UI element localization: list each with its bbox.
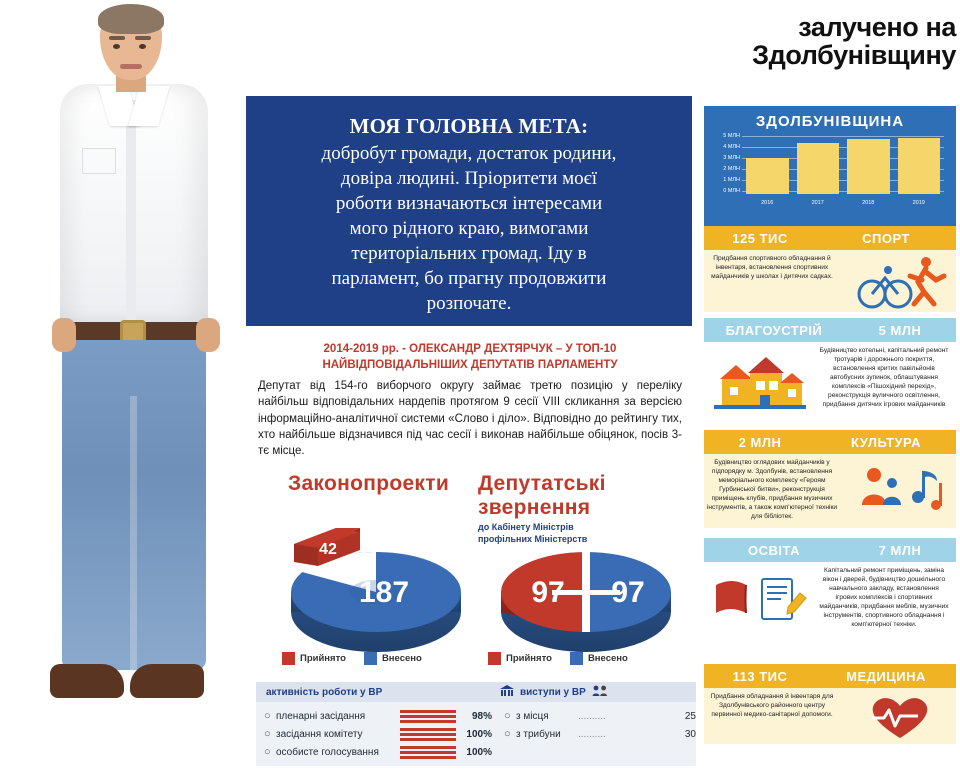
chart-bars xyxy=(746,138,940,194)
candidate-photo xyxy=(0,0,240,773)
speech-dots: .......... xyxy=(578,728,606,740)
activity-panel-body xyxy=(256,702,696,761)
block-education-header xyxy=(704,538,956,562)
chart-legends xyxy=(240,652,700,676)
bullet-icon: ○ xyxy=(264,746,271,758)
eyebrow-right xyxy=(135,36,151,40)
right-title-line-2: Здолбунівщину xyxy=(752,39,956,70)
candidate-figure xyxy=(8,0,234,773)
chart-titles xyxy=(240,472,700,519)
speech-dots: .......... xyxy=(578,710,606,722)
bar-stripe xyxy=(400,756,456,759)
legend-label-submitted-2: Внесено xyxy=(587,653,628,664)
block-education-category: ОСВІТА xyxy=(704,538,844,562)
eyebrow-left xyxy=(109,36,125,40)
bullet-icon: ○ xyxy=(504,728,511,740)
legend-swatch-red xyxy=(282,652,295,665)
quote-line-4: мого рідного краю, вимогами xyxy=(349,218,589,240)
activity-bar-stripes xyxy=(400,728,456,741)
activity-panel-header xyxy=(256,682,696,702)
block-culture-text: Будівництво оглядових майданчиків у підпорядку м. Здолбунів, встановлення меморіального комплексу «Героям Гурбинської битви», реконструкція приміщень клубів, придбання музичних інструментів, а також комп'ютерної техніки для бібліотек. xyxy=(706,459,838,520)
jeans xyxy=(62,340,206,670)
bar-stripe xyxy=(400,715,456,718)
chart2-submitted-value: 97 xyxy=(611,576,645,609)
block-culture-category: КУЛЬТУРА xyxy=(816,430,956,454)
hand-right xyxy=(196,318,220,352)
zdolbuniv-bar-panel xyxy=(704,106,956,226)
activity-row xyxy=(264,725,500,743)
activity-percent: 100% xyxy=(466,746,492,758)
center-column xyxy=(240,0,700,773)
block-blagoustriy-body xyxy=(704,342,956,416)
chart2-subtitle-1: до Кабінету Міністрів xyxy=(478,522,574,532)
speeches-header-label: виступи у ВР xyxy=(520,686,586,698)
block-blagoustriy-text: Будівництво котельні, капітальний ремонт тротуарів і дорожнього покриття, встановлення критих павільйонів автобусних зупинок, облаштування комплексів «Пішохідний перехід», реконструкція вуличного освітлення, придбання дитячих ігрових майданчиків xyxy=(819,347,949,408)
block-education-amount: 7 МЛН xyxy=(844,538,956,562)
legend-item-accepted-2 xyxy=(488,652,552,665)
bar-stripe xyxy=(400,746,456,749)
legend-swatch-blue xyxy=(364,652,377,665)
ytick-label: 5 МЛН xyxy=(723,133,740,139)
block-medicine-header xyxy=(704,664,956,688)
legend-item-accepted-1 xyxy=(282,652,346,665)
quote-line-6: парламент, бо прагну продовжити xyxy=(331,268,607,290)
xtick-label: 2016 xyxy=(761,200,774,206)
block-blagoustriy-category: БЛАГОУСТРІЙ xyxy=(704,318,844,342)
medicine-icon xyxy=(844,688,956,744)
chart2-accepted-value: 97 xyxy=(531,576,565,609)
block-education xyxy=(704,538,956,636)
activity-label: засідання комітету xyxy=(276,728,363,740)
chart1-pie xyxy=(277,528,461,652)
legend-swatch-blue-2 xyxy=(570,652,583,665)
ytick-label: 0 МЛН xyxy=(723,188,740,194)
ytick-label: 4 МЛН xyxy=(723,144,740,150)
speech-label: з місця xyxy=(516,710,549,722)
legend-label-accepted-1: Прийнято xyxy=(300,653,346,664)
speech-value: 30 xyxy=(684,728,696,740)
block-culture-amount: 2 МЛН xyxy=(704,430,816,454)
ytick-label: 2 МЛН xyxy=(723,166,740,172)
block-education-body xyxy=(704,562,956,636)
block-blagoustriy-amount: 5 МЛН xyxy=(844,318,956,342)
bar-2017 xyxy=(797,143,840,194)
quote-title: МОЯ ГОЛОВНА МЕТА: xyxy=(349,114,589,138)
quote-line-2: довіра людині. Пріоритети моєї xyxy=(340,168,598,190)
speaker-icon xyxy=(592,685,608,700)
legend-label-accepted-2: Прийнято xyxy=(506,653,552,664)
hand-left xyxy=(52,318,76,352)
activity-panel xyxy=(256,682,696,766)
activity-percent: 100% xyxy=(466,728,492,740)
sport-icon xyxy=(844,250,956,312)
block-sport-header xyxy=(704,226,956,250)
bar-stripe xyxy=(400,710,456,713)
quote-line-3: роботи визначаються інтересами xyxy=(335,193,603,215)
top10-headline-line-1: 2014-2019 рр. - ОЛЕКСАНДР ДЕХТЯРЧУК – У ТОП-10 xyxy=(323,343,617,355)
right-title xyxy=(708,14,956,69)
chart1-submitted-value: 187 xyxy=(358,576,410,609)
parliament-icon xyxy=(500,685,514,700)
shoe-right xyxy=(130,664,204,698)
block-culture-body xyxy=(704,454,956,528)
bar-2019 xyxy=(898,138,941,194)
block-education-text: Капітальний ремонт приміщень, заміна вікон і дверей, будівництво дошкільного навчального закладу, встановлення ігрових комплексів і спортивних майданчиків, придбання меблів, музичних інструментів, спортивного обладнання і комп'ютерної техніки. xyxy=(819,567,949,628)
chart1-accepted-value: 42 xyxy=(319,541,337,558)
shirt-placket xyxy=(126,100,136,322)
activity-percent: 98% xyxy=(471,710,492,722)
mouth xyxy=(120,64,142,69)
block-blagoustriy xyxy=(704,318,956,416)
hair xyxy=(98,4,164,34)
activity-row xyxy=(264,743,500,761)
block-sport-text: Придбання спортивного обладнання й інвентаря, встановлення спортивних майданчиків у школах і дитячих садках. xyxy=(711,255,833,280)
education-icon xyxy=(704,562,816,636)
bar-stripe xyxy=(400,720,456,723)
block-blagoustriy-header xyxy=(704,318,956,342)
speech-row xyxy=(504,707,696,725)
right-column xyxy=(700,0,960,773)
bullet-icon: ○ xyxy=(504,710,511,722)
chart2-pie xyxy=(478,522,671,652)
legend-label-submitted-1: Внесено xyxy=(381,653,422,664)
ytick-label: 3 МЛН xyxy=(723,155,740,161)
activity-row xyxy=(264,707,500,725)
quote-line-5: територіальних громад. Іду в xyxy=(351,243,587,265)
ytick-label: 1 МЛН xyxy=(723,177,740,183)
shoe-left xyxy=(50,664,124,698)
block-medicine xyxy=(704,664,956,744)
xtick-label: 2018 xyxy=(862,200,875,206)
block-sport-body xyxy=(704,250,956,312)
quote-line-1: добробут громади, достаток родини, xyxy=(321,143,617,164)
shirt-pocket xyxy=(82,148,116,174)
xtick-label: 2017 xyxy=(811,200,824,206)
houses-icon xyxy=(704,342,816,416)
chart2-legend xyxy=(488,652,628,665)
bar-stripe xyxy=(400,738,456,741)
activity-label: пленарні засідання xyxy=(276,710,366,722)
speech-row xyxy=(504,725,696,743)
activity-bar-stripes xyxy=(400,710,456,723)
block-sport-amount: 125 ТИС xyxy=(704,226,816,250)
bar-stripe xyxy=(400,751,456,754)
block-medicine-category: МЕДИЦИНА xyxy=(816,664,956,688)
bullet-icon: ○ xyxy=(264,710,271,722)
top10-headline xyxy=(258,342,682,373)
speeches-header xyxy=(500,685,696,700)
speech-label: з трибуни xyxy=(516,728,561,740)
activity-rows xyxy=(256,707,500,761)
chart2-subtitle-2: профільних Міністерств xyxy=(478,534,588,544)
bar-stripe xyxy=(400,733,456,736)
legend-item-submitted-1 xyxy=(364,652,422,665)
speech-value: 25 xyxy=(684,710,696,722)
speech-rows xyxy=(500,707,696,761)
eye-right xyxy=(139,44,146,49)
quote-line-7: розпочате. xyxy=(426,293,512,315)
right-title-line-1: залучено на xyxy=(798,12,956,42)
top10-headline-line-2: НАЙВІДПОВІДАЛЬНІШИХ ДЕПУТАТІВ ПАРЛАМЕНТУ xyxy=(322,358,618,371)
activity-label: особисте голосування xyxy=(276,746,379,758)
activity-bar-stripes xyxy=(400,746,456,759)
chart1-legend xyxy=(282,652,422,665)
zdolbuniv-bar-chart xyxy=(716,133,944,208)
block-medicine-text: Придбання обладнання й інвентаря для Здолбунівського районного центру первинної медико-санітарної допомоги. xyxy=(710,693,834,718)
top10-body: Депутат від 154-го виборчого округу займає третю позицію у переліку найбільш відповідальних нардепів протягом 9 сесії VIII скликання за версією інформаційно-аналітичної системи «Слово і діло». Відповідно до рейтингу тих, хто найбільше відзначився під час сесії і виконав найбільше обіцянок, посів 3-тє місце. xyxy=(258,380,682,458)
culture-icon xyxy=(844,454,956,528)
block-medicine-body xyxy=(704,688,956,744)
bar-2016 xyxy=(746,158,789,194)
block-culture xyxy=(704,430,956,528)
legend-item-submitted-2 xyxy=(570,652,628,665)
block-culture-header xyxy=(704,430,956,454)
bar-stripe xyxy=(400,728,456,731)
block-sport-category: СПОРТ xyxy=(816,226,956,250)
chart1-title: Законопроекти xyxy=(288,472,450,495)
eye-left xyxy=(113,44,120,49)
chart-x-labels xyxy=(746,200,940,206)
zdolbuniv-panel-title: ЗДОЛБУНІВЩИНА xyxy=(755,113,905,130)
xtick-label: 2019 xyxy=(912,200,925,206)
legend-swatch-red-2 xyxy=(488,652,501,665)
block-sport xyxy=(704,226,956,312)
bar-2018 xyxy=(847,139,890,194)
block-medicine-amount: 113 ТИС xyxy=(704,664,816,688)
bullet-icon: ○ xyxy=(264,728,271,740)
chart2-title: Депутатські звернення xyxy=(478,472,606,519)
main-goal-quote xyxy=(246,96,692,326)
activity-header-label: активність роботи у ВР xyxy=(266,686,383,698)
